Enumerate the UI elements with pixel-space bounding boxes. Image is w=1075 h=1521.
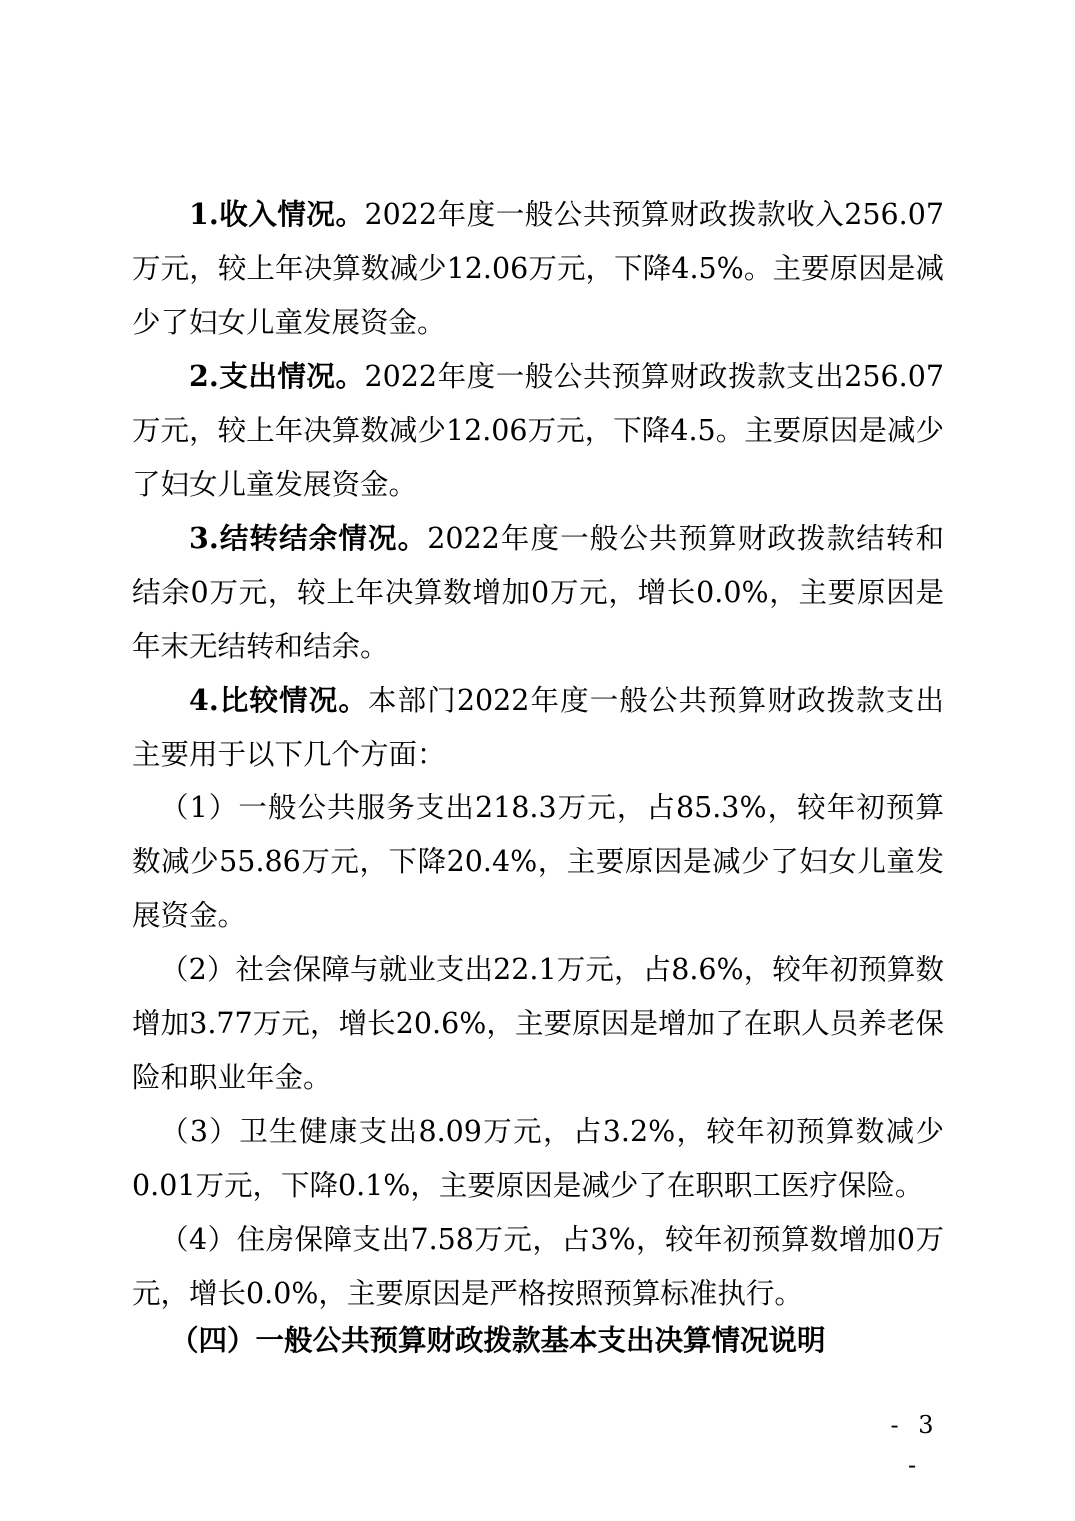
- expense-paragraph: [132, 349, 944, 512]
- expense-item-1: （1）一般公共服务支出218.3万元，占85.3%，较年初预算数减少55.86万元，下降20.4%，主要原因是减少了妇女儿童发展资金。: [132, 791, 944, 932]
- page-number: - 3 -: [890, 1411, 940, 1479]
- expense-item-4: （4）住房保障支出7.58万元，占3%，较年初预算数增加0万元，增长0.0%，主要原因是严格按照预算标准执行。: [132, 1223, 944, 1310]
- expense-item-2: （2）社会保障与就业支出22.1万元，占8.6%，较年初预算数增加3.77万元，增长20.6%，主要原因是增加了在职人员养老保险和职业年金。: [132, 953, 944, 1094]
- expense-body: 2022年度一般公共预算财政拨款支出256.07万元，较上年决算数减少12.06万元，下降4.5。主要原因是减少了妇女儿童发展资金。: [132, 360, 944, 501]
- carryover-body: 2022年度一般公共预算财政拨款结转和结余0万元，较上年决算数增加0万元，增长0.0%，主要原因是年末无结转和结余。: [132, 522, 944, 663]
- income-lead: 1.收入情况。: [189, 197, 365, 231]
- carryover-lead: 3.结转结余情况。: [189, 521, 428, 555]
- comparison-lead: 4.比较情况。: [189, 683, 368, 717]
- expense-item-3: （3）卫生健康支出8.09万元，占3.2%，较年初预算数减少0.01万元，下降0.1%，主要原因是减少了在职职工医疗保险。: [132, 1115, 944, 1202]
- carryover-paragraph: [132, 511, 944, 674]
- income-paragraph: [132, 187, 944, 350]
- comparison-paragraph: [132, 673, 944, 782]
- comparison-body: 本部门2022年度一般公共预算财政拨款支出主要用于以下几个方面：: [132, 684, 944, 771]
- section-heading: （四）一般公共预算财政拨款基本支出决算情况说明: [170, 1323, 826, 1357]
- income-body: 2022年度一般公共预算财政拨款收入256.07万元，较上年决算数减少12.06万元，下降4.5%。主要原因是减少了妇女儿童发展资金。: [132, 198, 944, 339]
- expense-lead: 2.支出情况。: [189, 359, 365, 393]
